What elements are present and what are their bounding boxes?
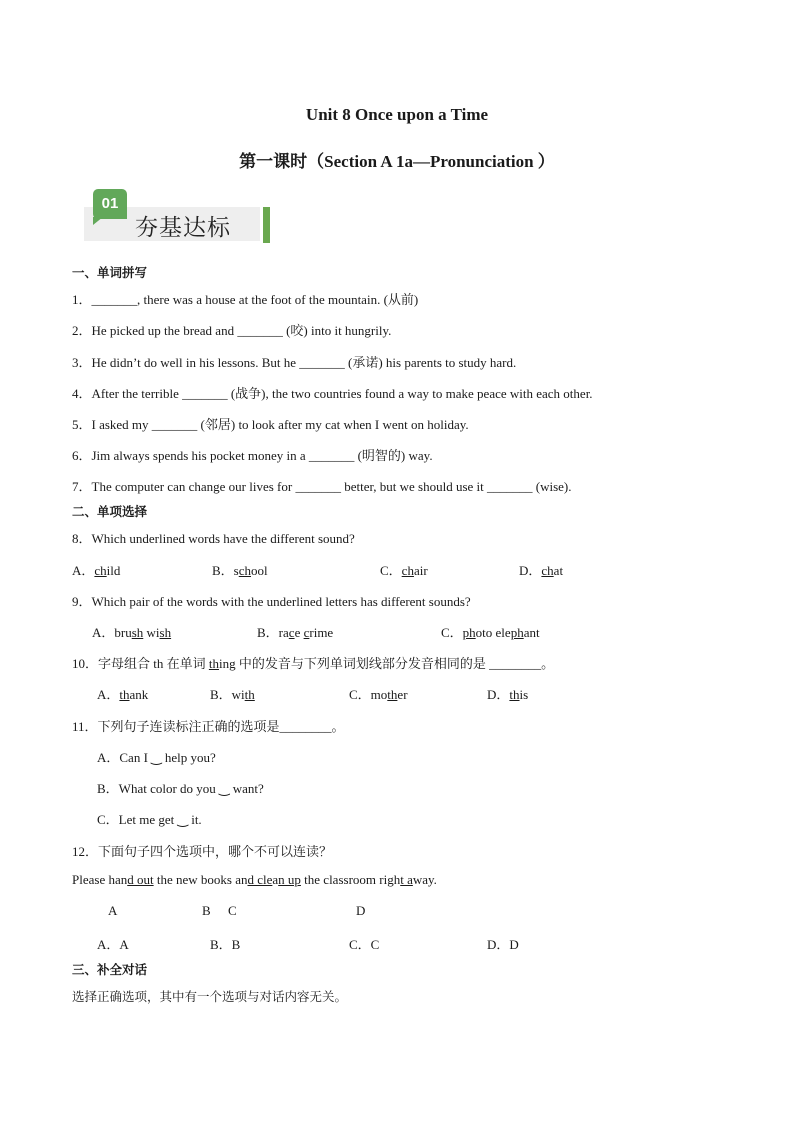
question-11: 11．下列句子连读标注正确的选项是________。: [72, 719, 345, 734]
q9-option-b: B．race crime: [257, 625, 334, 640]
dialogue-instruction: 选择正确选项，其中有一个选项与对话内容无关。: [72, 989, 348, 1004]
q12-marker-a: A: [108, 903, 118, 918]
page-subtitle: 第一课时（Section A 1a—Pronunciation ）: [239, 152, 555, 171]
q10-option-b: B．with: [210, 687, 255, 702]
q11-option-c: C．Let me get ‿ it.: [97, 812, 202, 827]
section-heading-dialogue: 三、补全对话: [72, 962, 148, 977]
q8-option-d: D．chat: [519, 563, 564, 578]
question-7: 7．The computer can change our lives for _______ better, but we should use it _______ (wise).: [72, 479, 572, 494]
q11-option-b: B．What color do you ‿ want?: [97, 781, 264, 796]
question-2: 2．He picked up the bread and _______ (咬) into it hungrily.: [72, 323, 392, 338]
question-9: 9．Which pair of the words with the underlined letters has different sounds?: [72, 594, 471, 609]
q10-option-a: A．thank: [97, 687, 149, 702]
badge-label: 夯基达标: [135, 215, 231, 241]
question-8: 8．Which underlined words have the different sound?: [72, 531, 355, 546]
q9-option-c: C．photo elephant: [441, 625, 540, 640]
q12-option-b: B．B: [210, 937, 241, 952]
q12-marker-d: D: [356, 903, 366, 918]
q8-option-c: C．chair: [380, 563, 428, 578]
section-heading-spelling: 一、单词拼写: [72, 265, 148, 280]
q12-marker-b: B: [202, 903, 211, 918]
q11-option-a: A．Can I ‿ help you?: [97, 750, 216, 765]
question-3: 3．He didn’t do well in his lessons. But he _______ (承诺) his parents to study hard.: [72, 355, 517, 370]
q9-option-a: A．brush wish: [92, 625, 172, 640]
page-title: Unit 8 Once upon a Time: [305, 105, 489, 124]
q8-option-b: B．school: [212, 563, 268, 578]
question-10: 10．字母组合 th 在单词 thing 中的发音与下列单词划线部分发音相同的是 ________。: [72, 656, 555, 671]
section-heading-choice: 二、单项选择: [72, 504, 148, 519]
badge-speech-tail-icon: [93, 217, 103, 225]
q10-option-d: D．this: [487, 687, 529, 702]
question-6: 6．Jim always spends his pocket money in a _______ (明智的) way.: [72, 448, 433, 463]
q12-marker-c: C: [228, 903, 237, 918]
q12-option-c: C．C: [349, 937, 380, 952]
q8-option-a: A．child: [72, 563, 121, 578]
q12-option-d: D．D: [487, 937, 519, 952]
question-12: 12．下面句子四个选项中，哪个不可以连读？: [72, 844, 333, 859]
question-1: 1．_______, there was a house at the foot of the mountain. (从前): [72, 292, 419, 307]
question-5: 5．I asked my _______ (邻居) to look after my cat when I went on holiday.: [72, 417, 469, 432]
q12-option-a: A．A: [97, 937, 129, 952]
q12-sentence: Please hand out the new books and clean up the classroom right away.: [72, 872, 437, 887]
badge-accent-bar: [263, 207, 270, 243]
section-badge: [84, 189, 270, 243]
badge-number: 01: [93, 189, 127, 219]
question-4: 4．After the terrible _______ (战争), the two countries found a way to make peace with each other.: [72, 386, 593, 401]
q10-option-c: C．mother: [349, 687, 408, 702]
